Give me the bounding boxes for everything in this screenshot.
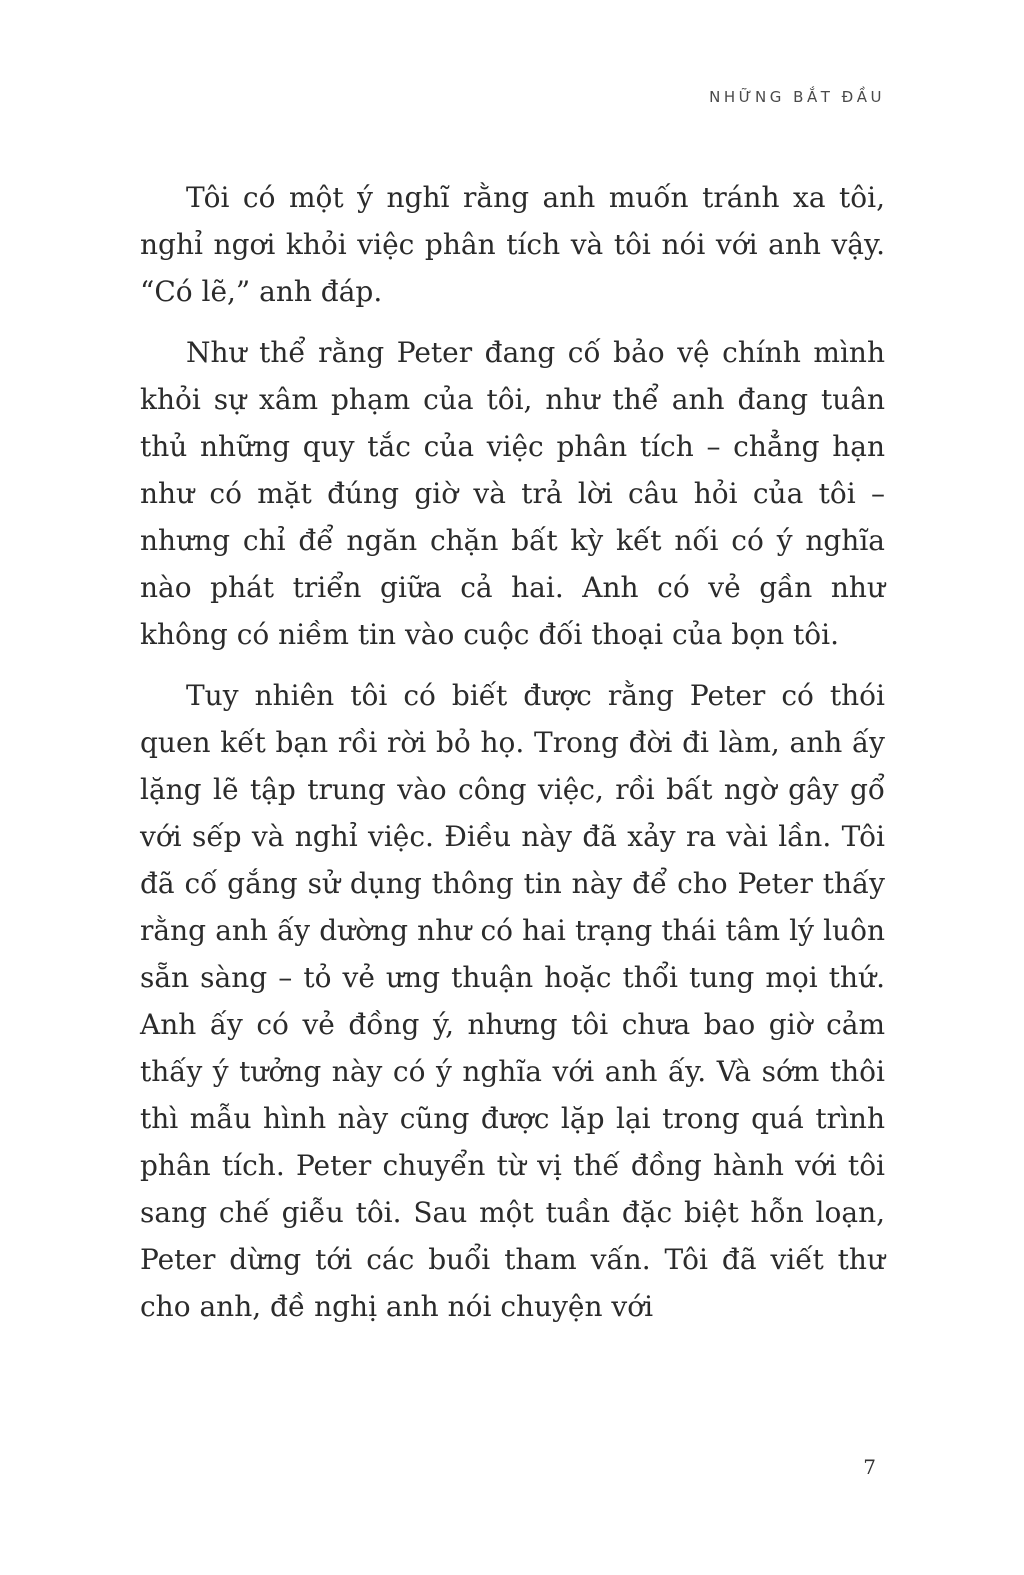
paragraph-3: Tuy nhiên tôi có biết được rằng Peter có thói quen kết bạn rồi rời bỏ họ. Trong đời đi làm, anh ấy lặng lẽ tập trung vào công việc, rồi bất ngờ gây gổ với sếp và nghỉ việc. Điều này đã xảy ra vài lần. Tôi đã cố gắng sử dụng thông tin này để cho Peter thấy rằng anh ấy dường như có hai trạng thái tâm lý luôn sẵn sàng – tỏ vẻ ưng thuận hoặc thổi tung mọi thứ. Anh ấy có vẻ đồng ý, nhưng tôi chưa bao giờ cảm thấy ý tưởng này có ý nghĩa với anh ấy. Và sớm thôi thì mẫu hình này cũng được lặp lại trong quá trình phân tích. Peter chuyển từ vị thế đồng hành với tôi sang chế giễu tôi. Sau một tuần đặc biệt hỗn loạn, Peter dừng tới các buổi tham vấn. Tôi đã viết thư cho anh, đề nghị anh nói chuyện với	[140, 679, 885, 1323]
body-copy	[140, 174, 885, 1330]
running-header: NHỮNG BẮT ĐẦU	[709, 88, 885, 106]
text-block	[140, 88, 885, 1344]
paragraph-1: Tôi có một ý nghĩ rằng anh muốn tránh xa tôi, nghỉ ngơi khỏi việc phân tích và tôi nói với anh vậy. “Có lẽ,” anh đáp.	[140, 181, 885, 308]
paragraph-2: Như thể rằng Peter đang cố bảo vệ chính mình khỏi sự xâm phạm của tôi, như thể anh đang tuân thủ những quy tắc của việc phân tích – chẳng hạn như có mặt đúng giờ và trả lời câu hỏi của tôi – nhưng chỉ để ngăn chặn bất kỳ kết nối có ý nghĩa nào phát triển giữa cả hai. Anh có vẻ gần như không có niềm tin vào cuộc đối thoại của bọn tôi.	[140, 336, 885, 651]
page-number: 7	[863, 1455, 876, 1479]
